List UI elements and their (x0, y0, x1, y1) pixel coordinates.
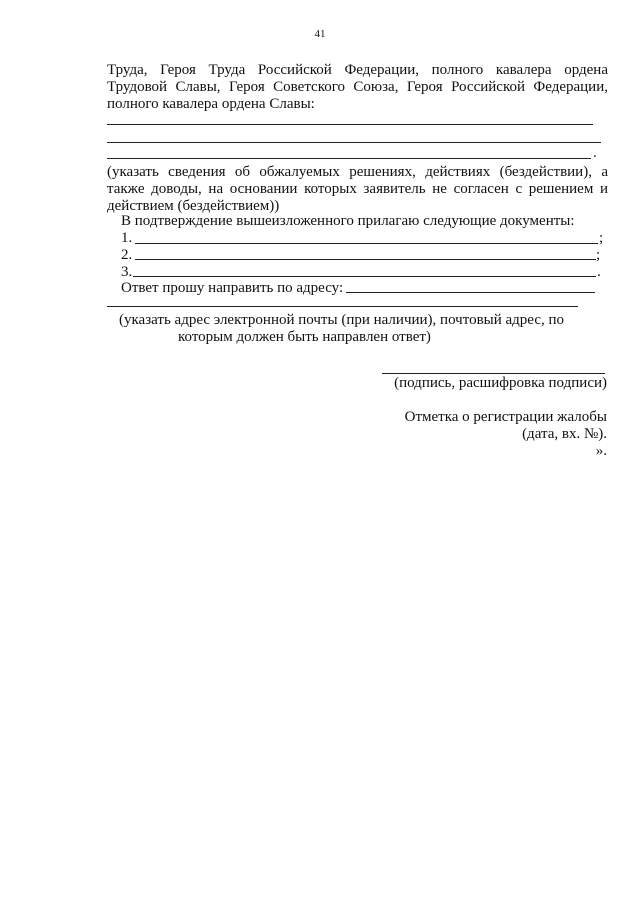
answer-label: Ответ прошу направить по адресу: (121, 280, 344, 296)
signature-line (382, 373, 605, 374)
blank-line-1 (107, 124, 593, 125)
signature-hint: (подпись, расшифровка подписи) (394, 375, 607, 391)
closing-quote: ». (595, 443, 607, 459)
document-item-1-number: 1. (121, 230, 133, 246)
page-number: 41 (314, 28, 326, 40)
blank-line-3-dot: . (593, 145, 597, 161)
document-item-1-end: ; (599, 230, 604, 246)
document-item-2-line (135, 259, 596, 260)
answer-address-line-2 (107, 306, 578, 307)
answer-address-line (346, 292, 595, 293)
intro-paragraph: Труда, Героя Труда Российской Федерации, полного кавалера ордена Трудовой Славы, Героя Советского Союза, Героя Российской Федерации, полного кавалера ордена Славы: (107, 62, 608, 112)
address-hint-line-2: которым должен быть направлен ответ) (178, 329, 431, 345)
document-item-2-number: 2. (121, 247, 133, 263)
documents-heading: В подтверждение вышеизложенного прилагаю следующие документы: (121, 213, 575, 229)
document-item-3-end: . (597, 264, 601, 280)
decisions-hint: (указать сведения об обжалуемых решениях, действиях (бездействии), а также доводы, на основании которых заявитель не согласен с решением и действием (бездействием)) (107, 164, 608, 214)
blank-line-2 (107, 142, 601, 143)
blank-line-3 (107, 158, 591, 159)
address-hint-line-1: (указать адрес электронной почты (при наличии), почтовый адрес, по (119, 312, 565, 328)
document-item-3-number: 3. (121, 264, 133, 280)
document-item-1-line (135, 243, 598, 244)
registration-mark-line-1: Отметка о регистрации жалобы (404, 409, 607, 425)
document-item-2-end: ; (596, 247, 601, 263)
registration-mark-line-2: (дата, вх. №). (522, 426, 607, 442)
document-item-3-line (133, 276, 596, 277)
